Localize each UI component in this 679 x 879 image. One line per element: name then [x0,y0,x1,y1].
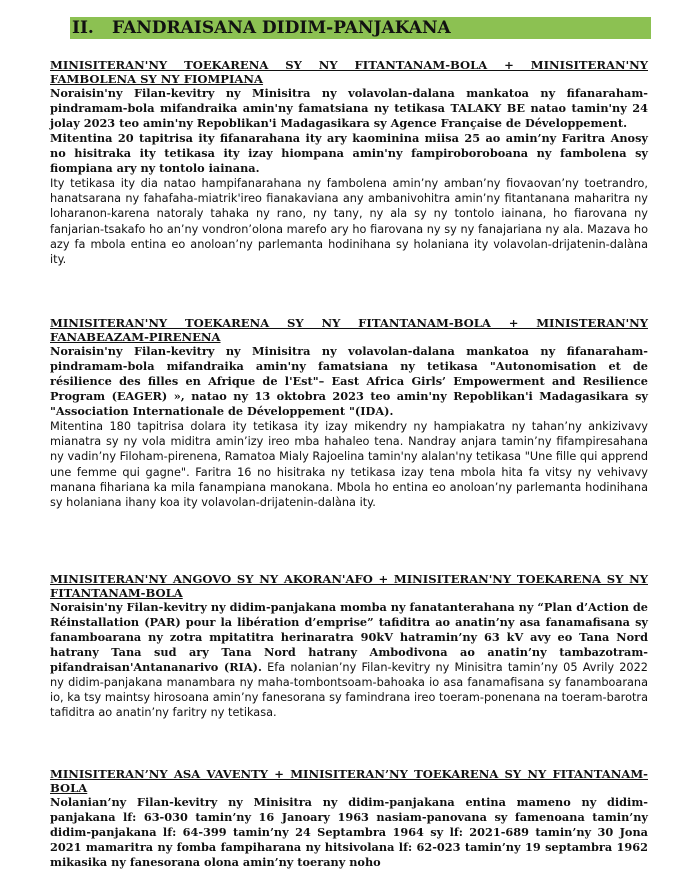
decision-body: Ity tetikasa ity dia natao hampifanarahana ny fambolena amin’ny amban’ny fiovaovan’ny toetrandro, hanatsarana ny fahafaha-miatrik'ireo fianakaviana any ambanivohitra amin’ny fitantanana maharitra ny loharanon-karena natoraly tahaka ny rano, ny tany, ny ala sy ny tontolo iainana, ho fiarovana ny fanjarian-tsakafo ho an’ny vondron’olona marefo ary ho fiarovana ny sy ny fanajariana ny ala. Mazava ho azy fa mbola entina eo anoloan’ny parlemanta hodinihana sy holaniana ity volavolan-drijatenin-dalàna ity. [50,177,648,267]
decision-body: Mitentina 180 tapitrisa dolara ity tetikasa ity izay mikendry ny hampiakatra ny tahan’ny ankizivavy mianatra sy ny vola miditra amin’izy ireo mba hahaleo tena. Nandray anjara tamin’ny fifampiresahana ny vadin’ny Filoham-pirenena, Ramatoa Mialy Rajoelina tamin'ny alalan'ny tetikasa "Une fille qui apprend une femme qui gagne". Faritra 16 no hisitraka ny tetikasa izay tena mbola hita fa vitsy ny vehivavy manana fihariana ka mila fanampiana manokana. Mbola ho entina eo anoloan’ny parlemanta hodinihana sy holaniana ihany koa ity volavolan-drijatenin-dalàna ity. [50,420,648,510]
decision-summary [50,600,648,720]
decision-block-2 [50,316,648,510]
decision-block-3 [50,572,648,720]
section-header-bar [70,17,651,39]
decision-block-4 [50,767,648,870]
decision-summary-normal: Efa nolanian’ny Filan-kevitry ny Minisitra tamin’ny 05 Avrily 2022 ny didim-panjakana manambara ny maha-tombontsoam-bahoaka io asa fanamafisana sy fanamboarana io, ka tsy maintsy hirosoana amin’ny fanesorana sy famindrana ireo toeram-ponenana na toeram-barotra tafiditra ao anatin’ny faritry ny tetikasa. [50,661,648,719]
decision-summary: Noraisin'ny Filan-kevitry ny Minisitra ny volavolan-dalana mankatoa ny fifanaraham-pindramam-bola mifandraika amin'ny famatsiana ny tetikasa TALAKY BE natao tamin'ny 24 jolay 2023 teo amin'ny Repoblikan'i Madagasikara sy Agence Française de Développement. [50,86,648,130]
decision-detail: Mitentina 20 tapitrisa ity fifanarahana ity ary kaominina miisa 25 ao amin’ny Faritra Anosy no hisitraka ity tetikasa ity izay hiompana amin'ny fampiroboroboana ny fambolena sy fiompiana ary ny tontolo iainana. [50,131,648,175]
decision-summary: Noraisin'ny Filan-kevitry ny Minisitra ny volavolan-dalana mankatoa ny fifanaraham-pindramam-bola mifandraika amin'ny famatsiana ny tetikasa "Autonomisation et de résilience des filles en Afrique de l'Est"– East Africa Girls’ Empowerment and Resilience Program (EAGER) », natao ny 13 oktobra 2023 teo amin'ny Repoblikan'i Madagasikara sy "Association Internationale de Développement "(IDA). [50,344,648,418]
decision-block-1 [50,58,648,267]
section-title: FANDRAISANA DIDIM-PANJAKANA [112,18,451,38]
ministry-heading: MINISITERAN'NY ANGOVO SY NY AKORAN'AFO + MINISITERAN'NY TOEKARENA SY NY FITANTANAM-BOLA [50,572,648,600]
ministry-heading: MINISITERAN'NY TOEKARENA SY NY FITANTANAM-BOLA + MINISITERAN'NY FAMBOLENA SY NY FIOMPIANA [50,58,648,86]
ministry-heading: MINISITERAN’NY ASA VAVENTY + MINISITERAN’NY TOEKARENA SY NY FITANTANAM-BOLA [50,767,648,795]
ministry-heading: MINISITERAN'NY TOEKARENA SY NY FITANTANAM-BOLA + MINISTERAN'NY FANABEAZAM-PIRENENA [50,316,648,344]
section-number: II. [72,18,94,38]
decision-summary-bold: Noraisin'ny Filan-kevitry ny didim-panjakana momba ny fanatanterahana ny “Plan d’Action de Réinstallation (PAR) pour la libération d’emprise” tafiditra ao anatin’ny asa fanamafisana sy fanamboarana ny zotra mpitatitra herinaratra 90kV hatramin’ny 63 kV avy eo Tana Nord hatrany Tana sud ary Tana Nord hatrany Ambodivona ao anatin’ny tambazotram-pifandraisan'Antananarivo (RIA). [50,600,648,674]
decision-summary: Nolanian’ny Filan-kevitry ny Minisitra ny didim-panjakana entina mameno ny didim-panjakana lf: 63-030 tamin’ny 16 Janoary 1963 nasiam-panovana sy famenoana tamin’ny didim-panjakana lf: 64-399 tamin’ny 24 Septambra 1964 sy lf: 2021-689 tamin’ny 30 Jona 2021 mamaritra ny fomba fampiharana ny hitsivolana lf: 62-023 tamin’ny 19 septambra 1962 mikasika ny fanesorana olona amin’ny toerany noho [50,795,648,869]
